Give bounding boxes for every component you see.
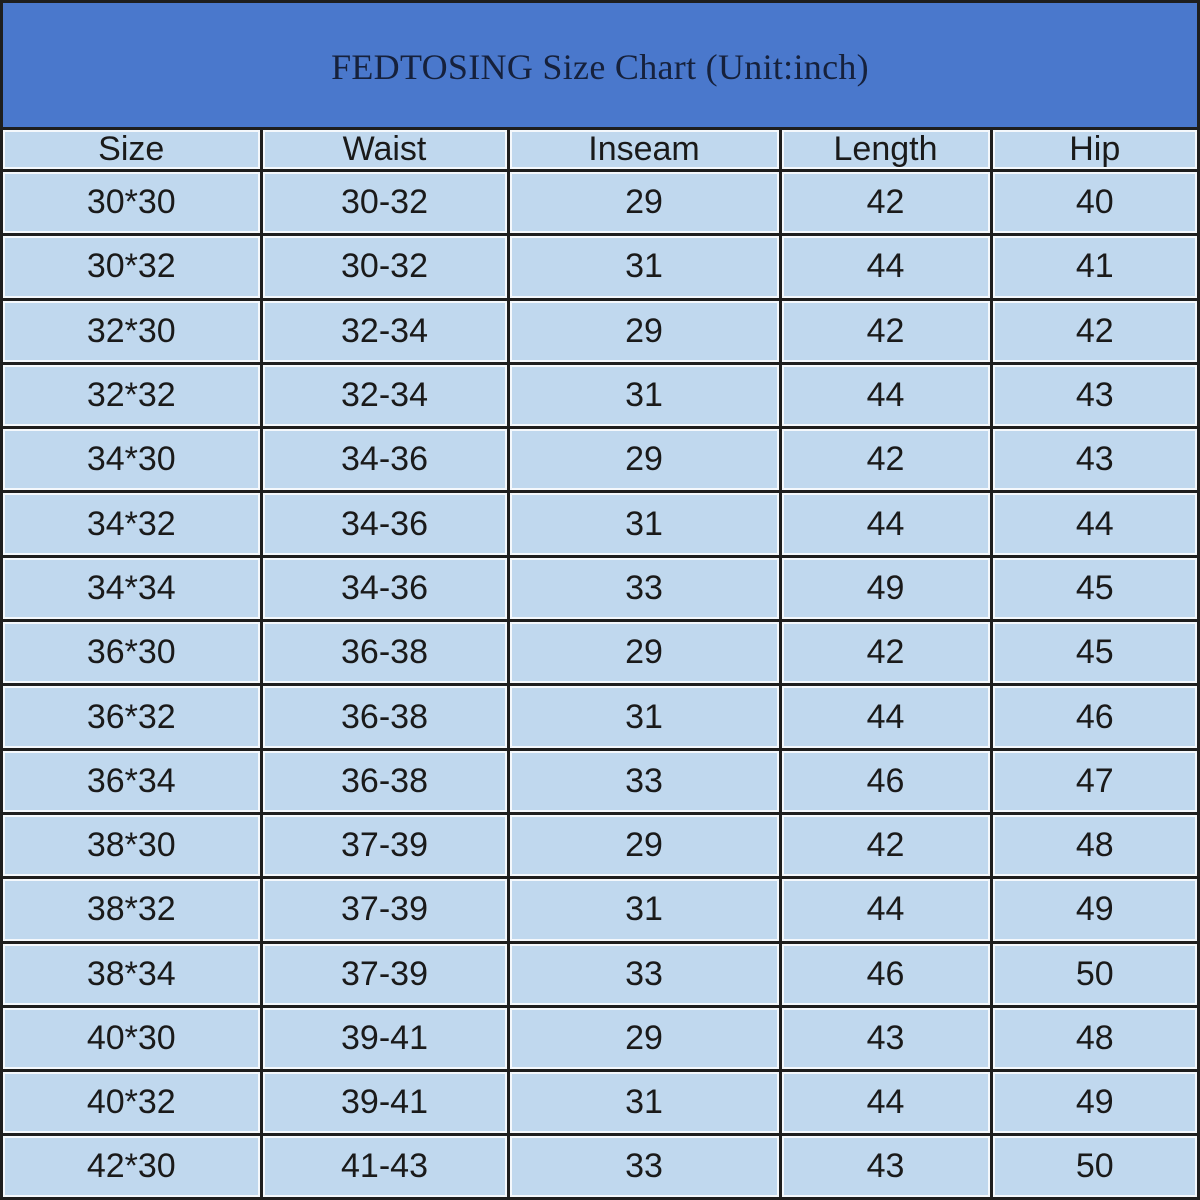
cell-length: 42 — [780, 813, 991, 877]
header-length: Length — [780, 130, 991, 171]
cell-inseam: 33 — [508, 942, 780, 1006]
cell-inseam: 31 — [508, 685, 780, 749]
table-row — [3, 1071, 1197, 1135]
cell-hip: 50 — [991, 942, 1197, 1006]
chart-title: FEDTOSING Size Chart (Unit:inch) — [331, 47, 869, 87]
cell-hip: 45 — [991, 621, 1197, 685]
cell-inseam: 33 — [508, 556, 780, 620]
cell-waist: 37-39 — [261, 813, 508, 877]
cell-length: 42 — [780, 171, 991, 235]
cell-hip: 49 — [991, 878, 1197, 942]
cell-hip: 43 — [991, 363, 1197, 427]
cell-length: 43 — [780, 1006, 991, 1070]
cell-size: 38*32 — [3, 878, 261, 942]
cell-inseam: 33 — [508, 749, 780, 813]
header-row — [3, 130, 1197, 171]
cell-length: 44 — [780, 492, 991, 556]
cell-length: 44 — [780, 1071, 991, 1135]
cell-size: 36*34 — [3, 749, 261, 813]
cell-length: 42 — [780, 299, 991, 363]
cell-hip: 49 — [991, 1071, 1197, 1135]
table-row — [3, 942, 1197, 1006]
header-waist: Waist — [261, 130, 508, 171]
cell-waist: 34-36 — [261, 428, 508, 492]
cell-length: 44 — [780, 363, 991, 427]
cell-hip: 45 — [991, 556, 1197, 620]
cell-waist: 30-32 — [261, 235, 508, 299]
cell-length: 44 — [780, 685, 991, 749]
cell-waist: 39-41 — [261, 1006, 508, 1070]
cell-hip: 42 — [991, 299, 1197, 363]
cell-inseam: 31 — [508, 235, 780, 299]
cell-inseam: 29 — [508, 621, 780, 685]
size-table — [3, 130, 1197, 1197]
cell-size: 32*30 — [3, 299, 261, 363]
cell-waist: 37-39 — [261, 942, 508, 1006]
table-row — [3, 235, 1197, 299]
header-size: Size — [3, 130, 261, 171]
cell-waist: 34-36 — [261, 556, 508, 620]
cell-hip: 44 — [991, 492, 1197, 556]
cell-inseam: 29 — [508, 813, 780, 877]
cell-hip: 50 — [991, 1135, 1197, 1197]
cell-length: 49 — [780, 556, 991, 620]
table-row — [3, 878, 1197, 942]
cell-length: 44 — [780, 235, 991, 299]
cell-size: 36*30 — [3, 621, 261, 685]
cell-inseam: 31 — [508, 878, 780, 942]
cell-size: 40*32 — [3, 1071, 261, 1135]
cell-waist: 36-38 — [261, 685, 508, 749]
table-row — [3, 428, 1197, 492]
cell-inseam: 31 — [508, 363, 780, 427]
cell-waist: 41-43 — [261, 1135, 508, 1197]
cell-inseam: 29 — [508, 428, 780, 492]
table-row — [3, 813, 1197, 877]
table-row — [3, 749, 1197, 813]
cell-hip: 48 — [991, 813, 1197, 877]
cell-inseam: 29 — [508, 1006, 780, 1070]
table-row — [3, 1135, 1197, 1197]
cell-waist: 36-38 — [261, 621, 508, 685]
table-row — [3, 299, 1197, 363]
cell-length: 42 — [780, 621, 991, 685]
table-row — [3, 363, 1197, 427]
cell-hip: 40 — [991, 171, 1197, 235]
cell-length: 43 — [780, 1135, 991, 1197]
table-body — [3, 171, 1197, 1198]
cell-hip: 46 — [991, 685, 1197, 749]
cell-inseam: 29 — [508, 299, 780, 363]
cell-size: 36*32 — [3, 685, 261, 749]
table-row — [3, 1006, 1197, 1070]
cell-inseam: 31 — [508, 1071, 780, 1135]
cell-waist: 39-41 — [261, 1071, 508, 1135]
cell-waist: 37-39 — [261, 878, 508, 942]
cell-inseam: 29 — [508, 171, 780, 235]
table-row — [3, 492, 1197, 556]
table-row — [3, 685, 1197, 749]
cell-size: 38*34 — [3, 942, 261, 1006]
cell-inseam: 31 — [508, 492, 780, 556]
cell-size: 34*32 — [3, 492, 261, 556]
header-inseam: Inseam — [508, 130, 780, 171]
cell-length: 44 — [780, 878, 991, 942]
cell-hip: 48 — [991, 1006, 1197, 1070]
table-row — [3, 556, 1197, 620]
cell-waist: 34-36 — [261, 492, 508, 556]
cell-hip: 47 — [991, 749, 1197, 813]
cell-size: 30*32 — [3, 235, 261, 299]
cell-size: 34*30 — [3, 428, 261, 492]
table-row — [3, 171, 1197, 235]
table-row — [3, 621, 1197, 685]
cell-size: 30*30 — [3, 171, 261, 235]
cell-size: 42*30 — [3, 1135, 261, 1197]
title-bar — [3, 3, 1197, 130]
cell-size: 40*30 — [3, 1006, 261, 1070]
cell-size: 32*32 — [3, 363, 261, 427]
cell-size: 38*30 — [3, 813, 261, 877]
cell-length: 42 — [780, 428, 991, 492]
cell-waist: 32-34 — [261, 299, 508, 363]
cell-hip: 43 — [991, 428, 1197, 492]
cell-waist: 30-32 — [261, 171, 508, 235]
cell-length: 46 — [780, 942, 991, 1006]
cell-waist: 32-34 — [261, 363, 508, 427]
header-hip: Hip — [991, 130, 1197, 171]
cell-size: 34*34 — [3, 556, 261, 620]
cell-hip: 41 — [991, 235, 1197, 299]
cell-waist: 36-38 — [261, 749, 508, 813]
cell-length: 46 — [780, 749, 991, 813]
cell-inseam: 33 — [508, 1135, 780, 1197]
